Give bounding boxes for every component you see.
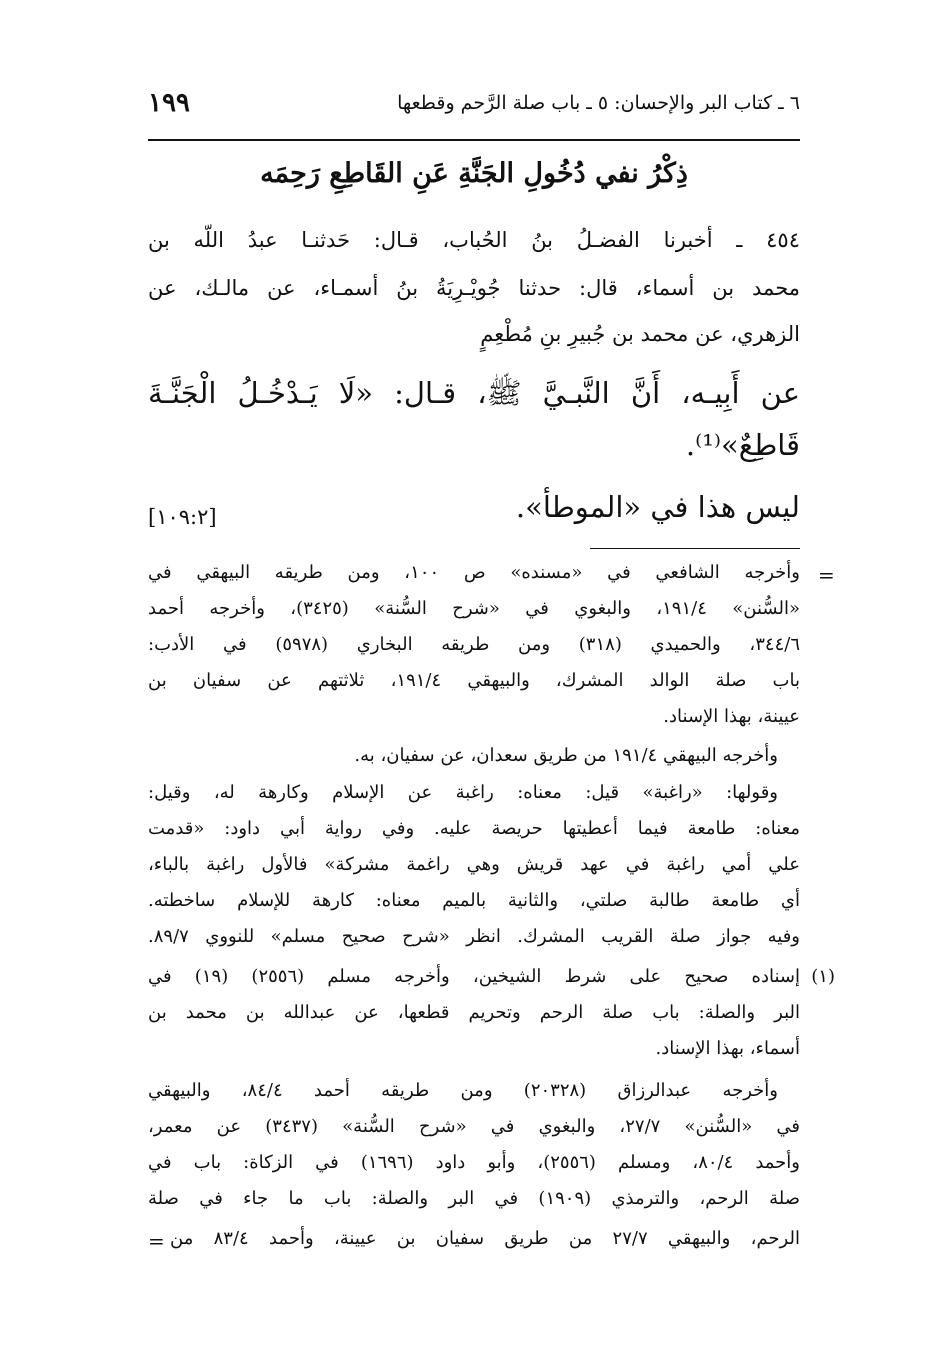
matn-line: عن أَبِيـه، أَنَّ النَّبـيَّ ﷺ، قـال: «لَا يَـدْخُـلُ الْجَنَّـةَ — [148, 376, 800, 410]
continued-from-mark: = — [818, 563, 835, 587]
footnote-line: «السُّنن» ١٩١/٤، والبغوي في «شرح السُّنة» (٣٤٢٥)، وأخرجه أحمد — [148, 598, 800, 619]
footnote-line: عيينة، بهذا الإسناد. — [663, 706, 800, 727]
footnote-line: وقولها: «راغبة» قيل: معناه: راغبة عن الإسلام وكارهة له، وقيل: — [148, 782, 778, 803]
running-head: ٦ ـ كتاب البر والإحسان: ٥ ـ باب صلة الرَّحم وقطعها — [397, 92, 800, 114]
footnote-line: في «السُّنن» ٢٧/٧، والبغوي في «شرح السُّنة» (٣٤٣٧) عن معمر، — [148, 1116, 800, 1137]
footnote-rule — [590, 548, 800, 549]
footnote-line: إسناده صحيح على شرط الشيخين، وأخرجه مسلم (٢٥٥٦) (١٩) في — [148, 966, 800, 987]
section-heading: ذِكْرُ نفي دُخُولِ الجَنَّةِ عَنِ القَاطِعِ رَحِمَه — [260, 158, 688, 189]
isnad-line: ٤٥٤ ـ أخبرنا الفضـلُ بنُ الحُباب، قـال: حَدثنـا عبدُ اللّه بن — [148, 228, 800, 252]
footnote-line: وفيه جواز صلة القريب المشرك. انظر «شرح صحيح مسلم» للنووي ٨٩/٧. — [148, 926, 800, 947]
footnote-line: ٣٤٤/٦، والحميدي (٣١٨) ومن طريقه البخاري (٥٩٧٨) في الأدب: — [148, 634, 800, 655]
page-header — [148, 88, 800, 132]
page-number: ١٩٩ — [148, 88, 190, 118]
header-rule — [148, 139, 800, 141]
footnote-line: البر والصلة: باب صلة الرحم وتحريم قطعها، عن عبدالله بن محمد بن — [148, 1002, 801, 1023]
matn-line: قَاطِعٌ»⁽¹⁾. — [685, 428, 800, 462]
footnote-line: معناه: طامعة فيما أعطيتها حريصة عليه. وفي رواية أبي داود: «قدمت — [148, 818, 800, 839]
footnote-line: وأخرجه الشافعي في «مسنده» ص ١٠٠، ومن طريقه البيهقي في — [148, 562, 800, 583]
footnote-number: (١) — [811, 966, 835, 987]
footnote-line: علي أمي راغبة في عهد قريش وهي راغمة مشركة» فالأول راغبة بالباء، — [148, 854, 800, 875]
footnote-line: صلة الرحم، والترمذي (١٩٠٩) في البر والصلة: باب ما جاء في صلة — [148, 1188, 801, 1209]
footnote-line: أي طامعة طالبة صلتي، والثانية بالميم معناه: كارهة للإسلام ساخطته. — [148, 890, 800, 911]
footnote-line: باب صلة الوالد المشرك، والبيهقي ١٩١/٤، ثلاثتهم عن سفيان بن — [148, 670, 800, 691]
isnad-line: الزهري، عن محمد بن جُبيرِ بنِ مُطْعِمٍ — [480, 322, 800, 346]
footnote-line: وأخرجه عبدالرزاق (٢٠٣٢٨) ومن طريقه أحمد ٨٤/٤، والبيهقي — [148, 1080, 778, 1101]
hadith-comment: ليس هذا في «الموطأ». — [515, 490, 800, 524]
continues-mark: = — [148, 1229, 165, 1253]
footnote-line: أسماء، بهذا الإسناد. — [655, 1038, 800, 1059]
isnad-line: محمد بن أسماء، قال: حدثنا جُويْـرِيَةُ بنُ أسمـاء، عن مالـك، عن — [148, 276, 800, 300]
footnote-line: الرحم، والبيهقي ٢٧/٧ من طريق سفيان بن عيينة، وأحمد ٨٣/٤ من — [170, 1228, 800, 1249]
footnote-line: وأخرجه البيهقي ١٩١/٤ من طريق سعدان، عن سفيان، به. — [354, 745, 778, 766]
footnote-line: وأحمد ٨٠/٤، ومسلم (٢٥٥٦)، وأبو داود (١٦٩٦) في الزكاة: باب في — [148, 1152, 800, 1173]
reference-bracket: [١٠٩:٢] — [148, 505, 217, 529]
